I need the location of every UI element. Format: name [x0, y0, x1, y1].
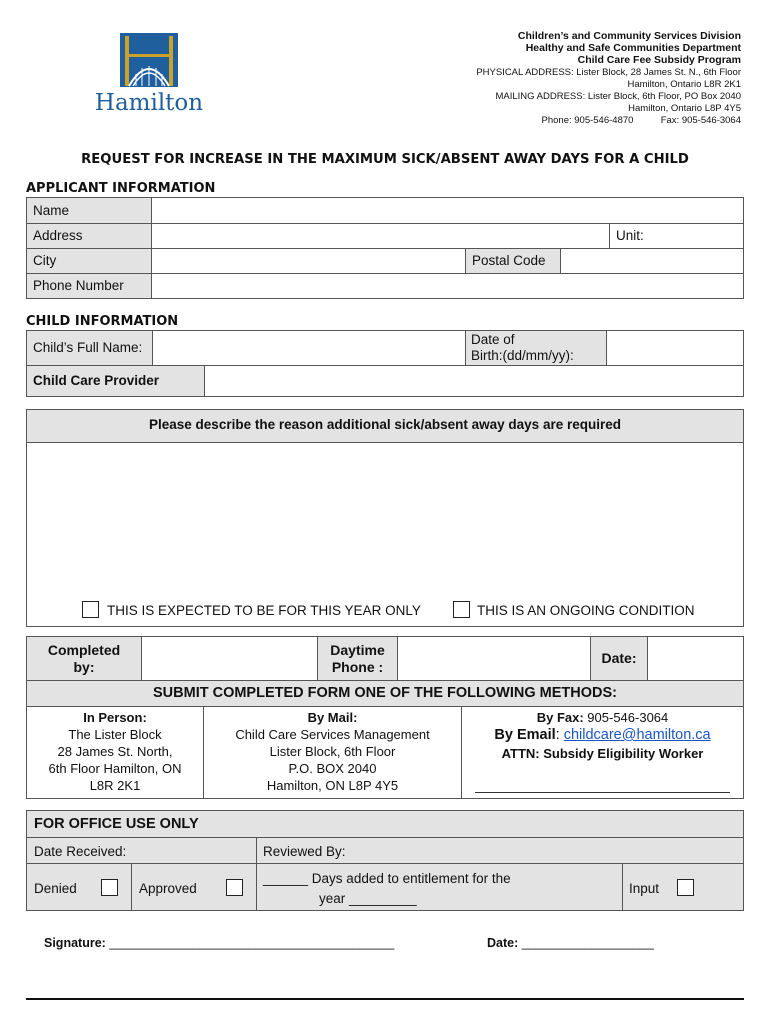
by-mail-line4: Hamilton, ON L8P 4Y5 [266, 778, 399, 793]
date-of-birth-field[interactable] [608, 332, 741, 364]
daytime-phone-line2: Phone : [331, 659, 384, 675]
child-full-name-field[interactable] [154, 332, 464, 364]
city-label: City [33, 253, 57, 268]
contact-numbers [400, 115, 741, 127]
completion-table [26, 636, 744, 799]
by-mail-line3: P.O. BOX 2040 [288, 761, 377, 776]
daytime-phone-line1: Daytime [330, 642, 385, 658]
city-field[interactable] [153, 249, 465, 272]
name-label: Name [33, 203, 70, 218]
postal-code-label: Postal Code [472, 253, 546, 268]
in-person-line2: 28 James St. North, [57, 744, 173, 759]
phone-number: Phone: 905-546-4870 [541, 115, 634, 127]
by-fax-title: By Fax: [536, 710, 584, 725]
email-line [462, 727, 743, 744]
in-person-line1: The Lister Block [68, 727, 162, 742]
email-separator: : [555, 727, 564, 743]
completed-date-field[interactable] [649, 638, 741, 679]
attn-line: ATTN: Subsidy Eligibility Worker [501, 746, 704, 761]
postal-code-field[interactable] [562, 249, 741, 272]
dob-label-line1: Date of [471, 332, 515, 347]
days-added-line2: year _________ [319, 891, 417, 906]
daytime-phone-field[interactable] [399, 638, 589, 679]
signature-label: Signature: [44, 936, 106, 950]
days-added-text [263, 869, 511, 909]
this-year-only-checkbox[interactable] [82, 601, 99, 618]
by-mail-title: By Mail: [307, 710, 358, 725]
form-title: REQUEST FOR INCREASE IN THE MAXIMUM SICK/ABSENT AWAY DAYS FOR A CHILD [81, 152, 689, 167]
fax-number: 905-546-3064 [583, 710, 669, 725]
child-care-provider-field[interactable] [206, 367, 741, 395]
hamilton-crest-icon [84, 30, 214, 92]
denied-label: Denied [34, 881, 77, 896]
completed-by-label [27, 642, 141, 676]
unit-field[interactable] [657, 224, 741, 247]
email-link[interactable]: childcare@hamilton.ca [563, 727, 711, 743]
division-address-block [400, 30, 741, 128]
by-mail-method [204, 709, 461, 794]
applicant-section-title: APPLICANT INFORMATION [26, 181, 216, 196]
completed-by-field[interactable] [143, 638, 316, 679]
denied-checkbox[interactable] [101, 879, 118, 896]
reviewed-by-label: Reviewed By: [263, 844, 346, 859]
days-added-line1: ______ Days added to entitlement for the [263, 871, 511, 886]
dob-label [471, 332, 574, 364]
physical-address: PHYSICAL ADDRESS: Lister Block, 28 James St. N., 6th Floor [476, 66, 741, 78]
physical-city: Hamilton, Ontario L8R 2K1 [627, 78, 741, 90]
child-table [26, 330, 744, 397]
daytime-phone-label [318, 642, 397, 676]
child-care-provider-label: Child Care Provider [33, 373, 160, 388]
reason-title: Please describe the reason additional sick/absent away days are required [149, 417, 621, 432]
dob-label-line2: Birth:(dd/mm/yy): [471, 348, 574, 363]
signature-line[interactable]: _________________________________________ [109, 936, 395, 950]
fax-signature-line [475, 792, 730, 793]
office-use-table [26, 810, 744, 911]
department-name: Healthy and Safe Communities Department [525, 42, 741, 55]
ongoing-condition-checkbox[interactable] [453, 601, 470, 618]
completed-date-label: Date: [601, 650, 637, 666]
fax-number: Fax: 905-546-3064 [660, 115, 741, 127]
fax-line [462, 709, 743, 726]
input-checkbox[interactable] [677, 879, 694, 896]
mailing-city: Hamilton, Ontario L8P 4Y5 [628, 103, 741, 115]
logo-wordmark: Hamilton [94, 90, 204, 116]
program-name: Child Care Fee Subsidy Program [577, 54, 741, 67]
unit-label: Unit: [616, 228, 644, 243]
city-logo [84, 30, 214, 120]
mailing-address: MAILING ADDRESS: Lister Block, 6th Floor, PO Box 2040 [495, 91, 741, 103]
ongoing-condition-label: THIS IS AN ONGOING CONDITION [477, 603, 695, 618]
in-person-method [27, 709, 203, 794]
submit-title: SUBMIT COMPLETED FORM ONE OF THE FOLLOWING METHODS: [153, 685, 617, 701]
address-label: Address [33, 228, 83, 243]
page-bottom-rule [26, 998, 744, 1000]
completed-by-line2: by: [73, 659, 95, 675]
by-email-title: By Email [494, 727, 556, 743]
reason-box [26, 409, 744, 627]
footer-date-label: Date: [487, 936, 519, 950]
child-full-name-label: Child’s Full Name: [33, 340, 143, 355]
in-person-line4: L8R 2K1 [89, 778, 141, 793]
approved-checkbox[interactable] [226, 879, 243, 896]
date-received-label: Date Received: [34, 844, 127, 859]
footer-date-row [487, 936, 654, 950]
by-fax-email-method [462, 709, 743, 762]
footer-date-line[interactable]: ___________________ [521, 936, 654, 950]
input-label: Input [629, 881, 660, 896]
applicant-address-field[interactable] [153, 224, 609, 247]
by-mail-line2: Lister Block, 6th Floor [269, 744, 396, 759]
in-person-title: In Person: [83, 710, 147, 725]
applicant-table [26, 197, 744, 299]
phone-number-field[interactable] [153, 274, 741, 297]
phone-number-label: Phone Number [33, 278, 124, 293]
child-section-title: CHILD INFORMATION [26, 314, 179, 329]
applicant-name-field[interactable] [153, 199, 741, 222]
signature-row [44, 936, 394, 950]
office-use-title: FOR OFFICE USE ONLY [34, 816, 199, 832]
by-mail-line1: Child Care Services Management [235, 727, 430, 742]
completed-by-line1: Completed [47, 642, 121, 658]
division-name: Children’s and Community Services Division [517, 30, 741, 42]
reason-description-field[interactable] [28, 443, 742, 593]
this-year-only-label: THIS IS EXPECTED TO BE FOR THIS YEAR ONLY [107, 603, 421, 618]
in-person-line3: 6th Floor Hamilton, ON [48, 761, 182, 776]
approved-label: Approved [139, 881, 197, 896]
